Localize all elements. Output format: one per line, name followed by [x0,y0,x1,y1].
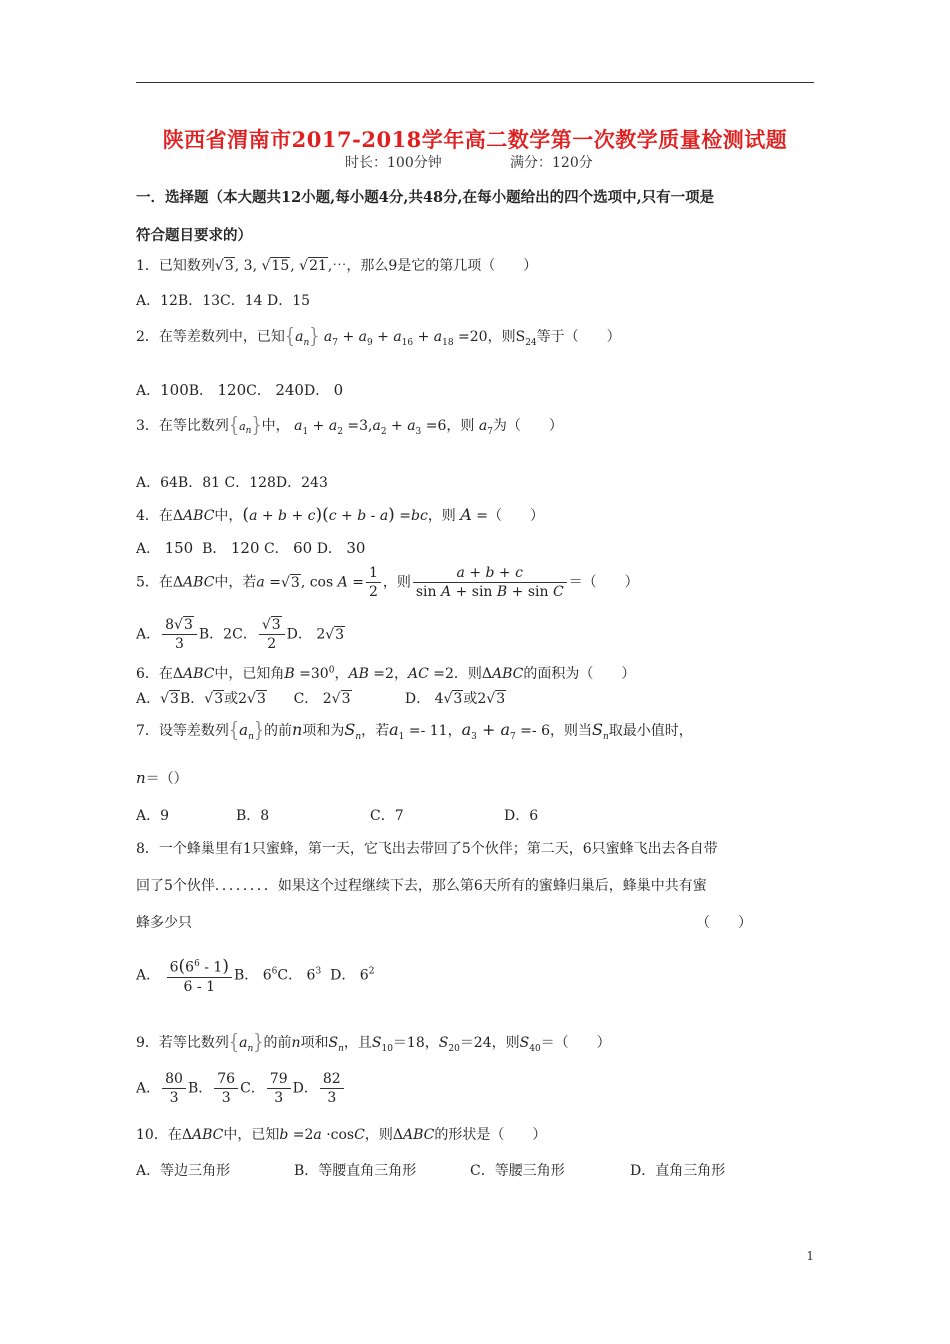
question-10-options: A．等边三角形 B．等腰直角三角形 C．等腰三角形 D．直角三角形 [136,1163,726,1179]
question-8-line-3: 蜂多少只 （ ） [136,915,752,931]
question-10: 10．在ΔABC中，已知b =2a ·cosC，则ΔABC的形状是（ ） [136,1127,547,1143]
question-3: 3．在等比数列$\{a_n\}$中， $a_1 + a_2 =3,a_2 + a_3 =6$，则 $a_7$为（ ） [136,412,563,437]
question-4: 4．在ΔABC中，(a + b + c)(c + b - a) =bc，则 A =（ ） [136,505,545,525]
question-6-options: A．√3B．√3或2√3 C． 2√3 D． 4√3或2√3 [136,691,506,707]
question-7: 7．设等差数列$\{a_n\}$的前n项和为$S_n$，若$a_1 =- 11$，$a_3 + a_7 =- 6$，则当$S_n$取最小值时， [136,717,693,743]
section-heading: 一．选择题（本大题共12小题,每小题4分,共48分,在每小题给出的四个选项中,只有一项是 [136,189,715,206]
question-6: 6．在ΔABC中，已知角$B =30^0$，AB =2，AC =2．则ΔABC的面积为（ ） [136,665,636,682]
section-heading-cont: 符合题目要求的） [136,227,252,244]
page-number: 1 [806,1249,814,1263]
question-8-line-2: 回了5个伙伴．．．．．．．．如果这个过程继续下去，那么第6天所有的蜜蜂归巢后，蜂巢中共有蜜 [136,878,707,894]
question-9-options: A． $\frac{80}{3}$ B． $\frac{76}{3}$ C． $\frac{79}{3}$ D． $\frac{82}{3}$ [136,1070,346,1107]
header-rule [136,82,814,83]
question-1-options: A．12B．13C．14 D．15 [136,293,311,309]
question-7-options: A．9 B．8 C．7 D．6 [136,808,539,824]
question-1: 1．已知数列√3, 3, √15, √21,⋯，那么9是它的第几项（ ） [136,258,538,274]
page-title: 陕西省渭南市2017-2018学年高二数学第一次教学质量检测试题 [162,127,788,152]
duration-label: 时长：100分钟 [345,155,442,171]
question-8-line-1: 8．一个蜂巢里有1只蜜蜂，第一天，它飞出去带回了5个伙伴；第二天，6只蜜蜂飞出去各自带 [136,841,718,857]
question-5-options: A． $\frac{8√3}{3}$ B．2C． $\frac{√3}{2}$ D． 2√3 [136,617,345,652]
question-4-options: A． 150 B． 120 C． 60 D． 30 [136,539,366,557]
question-9: 9．若等比数列$\{a_n\}$的前n项和$S_n$，且$S_{10}=18$，$S_{20}=24$，则$S_{40}=$（ ） [136,1029,611,1054]
question-2-options: A．100B． 120C． 240D． 0 [136,381,344,399]
question-2: 2．在等差数列中，已知$\{a_n\} a_7 + a_9 + a_{16} + a_{18} =20$，则$S_{24}$等于（ ） [136,323,621,348]
question-3-options: A．64B．81 C．128D．243 [136,475,328,491]
score-label: 满分：120分 [510,155,593,171]
question-5: 5．在ΔABC中，若a =√3, cos A = $\frac{1}{2}$ ，则 $\frac{a + b + c}{\text{sin A + sin B + sin C}}$ ＝（ ） [136,565,639,600]
question-8-options: A． $\frac{6(6^6 - 1)}{6 - 1}$ B． $6^6C$． $6^3$ D． $6^2$ [136,956,375,995]
question-7-cont: n＝（） [136,769,188,787]
